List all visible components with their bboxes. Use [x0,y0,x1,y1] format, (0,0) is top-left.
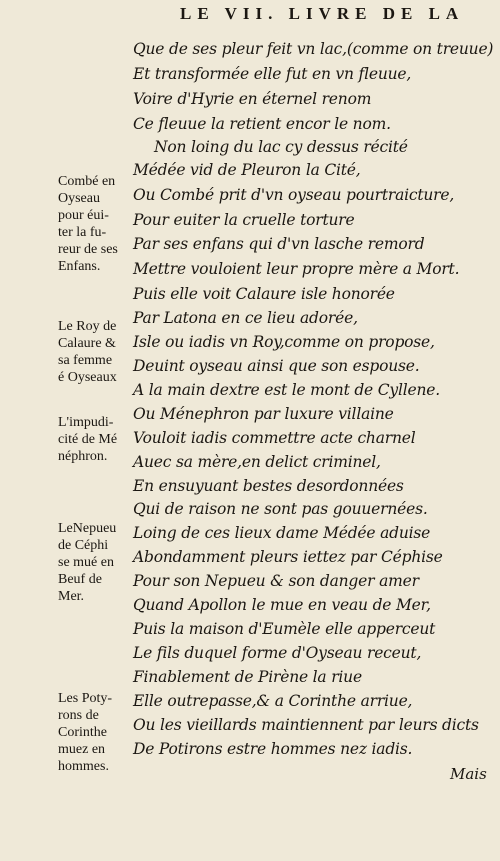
marginal-note-line: sa femme [58,353,113,368]
verse-line: Ce fleuue la retient encor le nom. [133,115,391,133]
catchword: Mais [450,765,487,783]
verse-line: A la main dextre est le mont de Cyllene. [133,381,440,399]
verse-line: Et transformée elle fut en vn fleuue, [133,65,412,83]
verse-line: Médée vid de Pleuron la Cité, [133,161,361,179]
marginal-note-line: hommes. [58,759,109,774]
marginal-note-line: pour éui- [58,208,109,223]
verse-line: Que de ses pleur feit vn lac,(comme on treuue) [133,40,494,58]
verse-line: Elle outrepasse,& a Corinthe arriue, [133,692,413,710]
marginal-note-line: Oyseau [58,191,100,206]
marginal-note-line: de Céphi [58,538,109,553]
marginal-note-line: é Oyseaux [58,370,117,385]
marginal-note-line: Combé en [58,174,116,189]
marginal-note-potyrons [58,690,112,775]
marginal-note-menephron [58,414,117,465]
marginal-note-line: néphron. [58,449,108,464]
marginal-note-cephise [58,520,116,605]
marginal-note-line: rons de [58,708,99,723]
marginal-note-line: L'impudi- [58,415,114,430]
marginal-note-line: Beuf de [58,572,102,587]
marginal-note-line: LeNepueu [58,521,117,536]
verse-line: Finablement de Pirène la riue [133,668,362,686]
marginal-note-line: se mué en [58,555,114,570]
marginal-note-line: Mer. [58,589,85,604]
verse-line: Isle ou iadis vn Roy,comme on propose, [133,333,435,351]
verse-line: Puis elle voit Calaure isle honorée [133,285,395,303]
verse-line: Mettre vouloient leur propre mère a Mort. [133,260,460,278]
marginal-note-line: muez en [58,742,106,757]
verse-line: Vouloit iadis commettre acte charnel [133,429,416,447]
verse-line: Deuint oyseau ainsi que son espouse. [133,357,420,375]
verse-line: Quand Apollon le mue en veau de Mer, [133,596,431,614]
verse-line: Ou les vieillards maintiennent par leurs dicts [133,716,479,734]
marginal-note-line: Les Poty- [58,691,113,706]
running-header: LE VII. LIVRE DE LA [180,4,465,23]
verse-line: Loing de ces lieux dame Médée aduise [133,524,431,542]
verse-line: Abondamment pleurs iettez par Céphise [133,548,443,566]
marginal-note-line: reur de ses [58,242,118,257]
verse-line: Puis la maison d'Eumèle elle apperceut [133,620,436,638]
verse-line: Ou Combé prit d'vn oyseau pourtraicture, [133,186,455,204]
verse-line: Le fils duquel forme d'Oyseau receut, [133,644,422,662]
verse-line: Pour son Nepueu & son danger amer [133,572,419,590]
marginal-note-combe [58,173,118,275]
verse-line: Qui de raison ne sont pas gouuernées. [133,500,428,518]
marginal-note-line: cité de Mé [58,432,118,447]
verse-line: Par Latona en ce lieu adorée, [133,309,358,327]
verse-line: Voire d'Hyrie en éternel renom [133,90,372,108]
marginal-note-line: ter la fu- [58,225,107,240]
verse-line: Par ses enfans qui d'vn lasche remord [133,235,425,253]
verse-line: En ensuyuant bestes desordonnées [133,477,404,495]
marginal-note-line: Enfans. [58,259,101,274]
verse-line: Pour euiter la cruelle torture [133,211,355,229]
marginal-note-line: Corinthe [58,725,107,740]
marginal-note-calaure [58,318,117,386]
verse-line: Auec sa mère,en delict criminel, [133,453,381,471]
marginal-note-line: Le Roy de [58,319,117,334]
verse-line: Ou Ménephron par luxure villaine [133,405,394,423]
marginal-note-line: Calaure & [58,336,116,351]
verse-line: Non loing du lac cy dessus récité [154,138,408,156]
verse-line: De Potirons estre hommes nez iadis. [133,740,413,758]
